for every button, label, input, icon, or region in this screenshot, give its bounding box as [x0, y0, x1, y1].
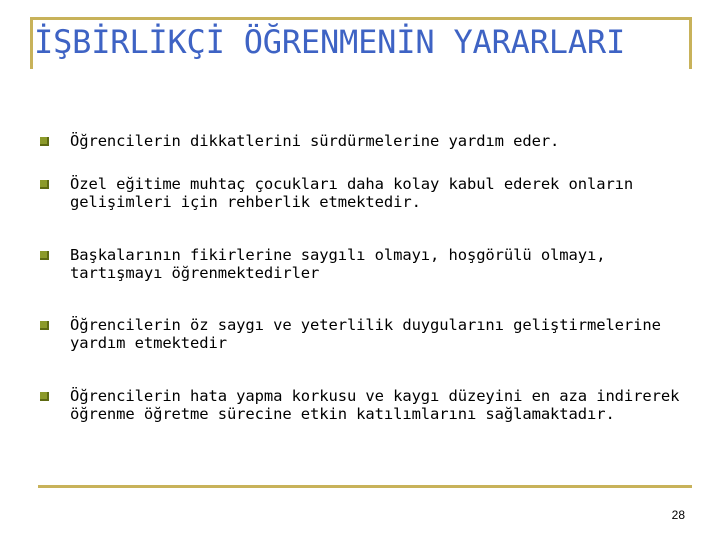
square-bullet-icon	[40, 392, 49, 401]
page-number: 28	[671, 508, 685, 522]
title-frame-left	[30, 17, 33, 69]
list-item	[40, 246, 700, 282]
bullet-text: Öğrencilerin hata yapma korkusu ve kaygı düzeyini en aza indirerek öğrenme öğretme sürecine etkin katılımlarını sağlamaktadır.	[70, 387, 680, 423]
square-bullet-icon	[40, 321, 49, 330]
list-item	[40, 175, 700, 211]
bullet-text: Öğrencilerin öz saygı ve yeterlilik duygularını geliştirmelerine yardım etmektedir	[70, 316, 661, 352]
bullet-text: Öğrencilerin dikkatlerini sürdürmelerine yardım eder.	[70, 132, 560, 150]
slide-title: İŞBİRLİKÇİ ÖĞRENMENİN YARARLARI	[34, 23, 626, 61]
square-bullet-icon	[40, 137, 49, 146]
bullet-text: Başkalarının fikirlerine saygılı olmayı, hoşgörülü olmayı, tartışmayı öğrenmektedirler	[70, 246, 606, 282]
square-bullet-icon	[40, 180, 49, 189]
title-frame-right	[689, 17, 692, 69]
footer-divider	[38, 485, 692, 488]
title-frame-top	[30, 17, 691, 20]
list-item	[40, 316, 700, 352]
square-bullet-icon	[40, 251, 49, 260]
list-item	[40, 132, 700, 150]
list-item	[40, 387, 700, 423]
bullet-text: Özel eğitime muhtaç çocukları daha kolay kabul ederek onların gelişimleri için rehberlik etmektedir.	[70, 175, 634, 211]
bullet-list	[40, 132, 700, 423]
